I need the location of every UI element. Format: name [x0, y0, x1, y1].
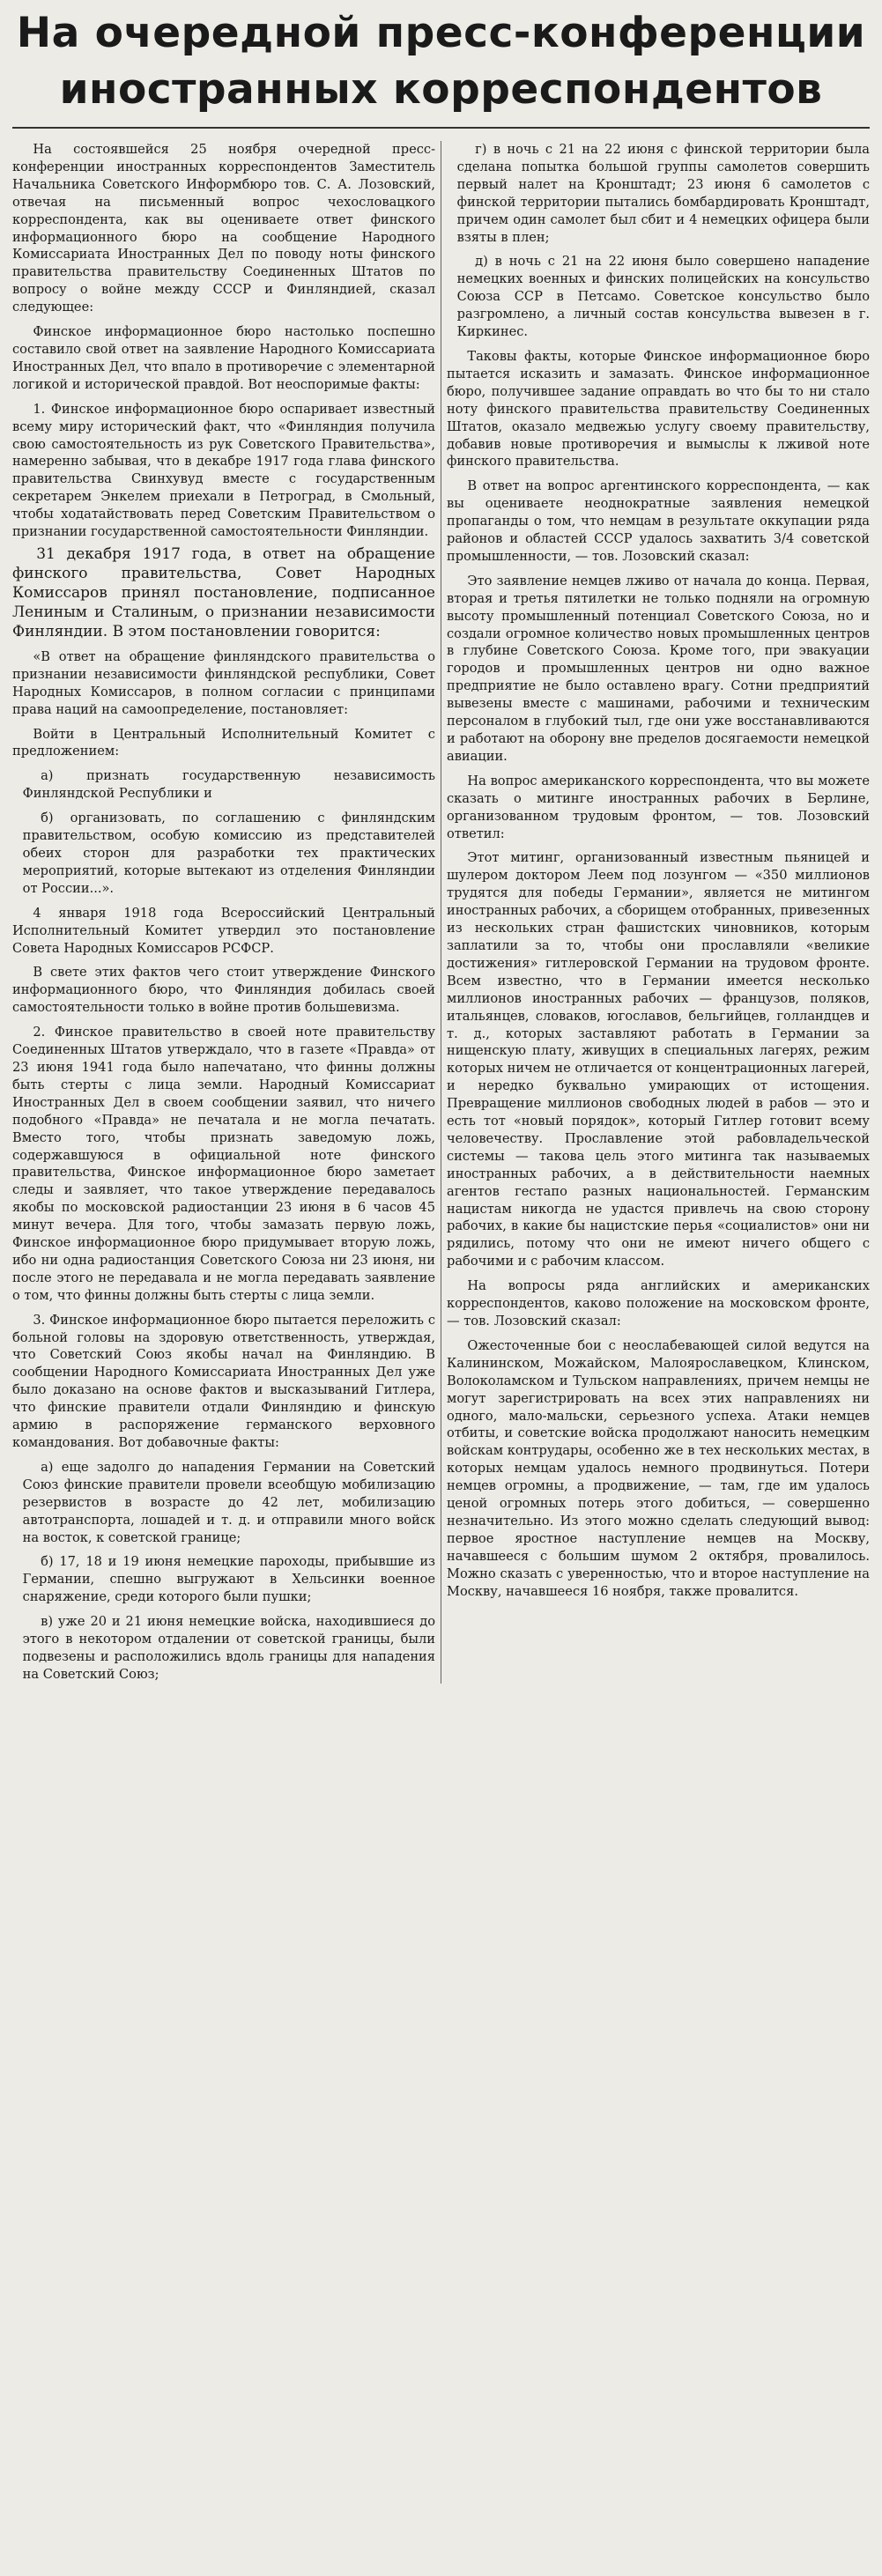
article-headline — [12, 5, 870, 129]
quote-list-item: б) организовать, по соглашению с финляндским правительством, особую комиссию из представителей обеих сторон для разработки тех практических мероприятий, которые вытекают из отделения Финляндии от России...». — [22, 811, 435, 896]
headline-line-2: иностранных корреспондентов — [59, 65, 823, 114]
paragraph: 4 января 1918 года Всероссийский Центральный Исполнительный Комитет утвердил это постановление Совета Народных Комиссаров РСФСР. — [12, 905, 435, 956]
paragraph: Финское информационное бюро настолько поспешно составило свой ответ на заявление Народного Комиссариата Иностранных Дел, что впало в противоречие с элементарной логикой и исторической правдой. Вот неоспоримые факты: — [12, 324, 435, 392]
list-item: б) 17, 18 и 19 июня немецкие пароходы, прибывшие из Германии, спешно выгружают в Хельсинки военное снаряжение, среди которого были пушки; — [22, 1554, 435, 1605]
quote-list-item: а) признать государственную независимость Финляндской Республики и — [22, 768, 435, 802]
quote-paragraph: Войти в Центральный Исполнительный Комитет с предложением: — [12, 726, 435, 759]
paragraph: На вопрос американского корреспондента, что вы можете сказать о митинге иностранных рабочих в Берлине, организованном трудовым фронтом, — тов. Лозовский ответил: — [447, 773, 870, 841]
paragraph: 2. Финское правительство в своей ноте правительству Соединенных Штатов утверждало, что в газете «Правда» от 23 июня 1941 года было напечатано, что финны должны быть стерты с лица земли. Народный Комиссариат Иностранных Дел в своем сообщении заявил, что ничего подобного «Правда» не печатала и не могла печатать. Вместо того, чтобы признать заведомую ложь, содержавшуюся в официальной ноте финского правительства, Финское информационное бюро заметает следы и заявляет, что такое утверждение передавалось якобы по московской радиостанции 23 июня в 6 часов 45 минут вечера. Для того, чтобы замазать первую ложь, Финское информационное бюро придумывает вторую ложь, ибо ни одна радиостанция Советского Союза ни 23 июня, ни после этого не передавала и не могла передавать заявление о том, что финны должны быть стерты с лица земли. — [12, 1025, 435, 1303]
list-item: а) еще задолго до нападения Германии на Советский Союз финские правители провели всеобщую мобилизацию резервистов в возрасте до 42 лет, мобилизацию автотранспорта, лошадей и т. д. и отправили много войск на восток, к советской границе; — [22, 1459, 435, 1545]
paragraph: 1. Финское информационное бюро оспаривает известный всему миру исторический факт, что «Финляндия получила свою самостоятельность из рук Советского Правительства», намеренно забывая, что в декабре 1917 года глава финского правительства Свинхувуд вместе с государственным секретарем Энкелем приехали в Петроград, в Смольный, чтобы ходатайствовать перед Советским Правительством о признании государственной самостоятельности Финляндии. — [12, 401, 435, 540]
paragraph: 3. Финское информационное бюро пытается переложить с больной головы на здоровую ответственность, утверждая, что Советский Союз якобы начал на Финляндию. В сообщении Народного Комиссариата Иностранных Дел уже было доказано на основе фактов и высказываний Гитлера, что финские правители отдали Финляндию и финскую армию в распоряжение германского верховного командования. Вот добавочные факты: — [12, 1312, 435, 1450]
list-item: в) уже 20 и 21 июня немецкие войска, находившиеся до этого в некотором отдалении от советской границы, были подвезены и расположились вдоль границы для нападения на Советский Союз; — [22, 1614, 435, 1682]
left-column — [12, 141, 435, 1684]
paragraph: В свете этих фактов чего стоит утверждение Финского информационного бюро, что Финляндия добилась своей самостоятельности только в войне против большевизма. — [12, 965, 435, 1016]
paragraph: Это заявление немцев лживо от начала до конца. Первая, вторая и третья пятилетки не только подняли на огромную высоту промышленный потенциал Советского Союза, но и создали огромное количество новых промышленных центров в глубине Советского Союза. Кроме того, при эвакуации городов и промышленных центров ни одно важное предприятие не было оставлено врагу. Сотни предприятий вывезены вместе с машинами, рабочими и техническим персоналом в глубокий тыл, где они уже восстанавливаются и работают на оборону вне пределов досягаемости немецкой авиации. — [447, 573, 870, 764]
paragraph: В ответ на вопрос аргентинского корреспондента, — как вы оцениваете неоднократные заявления немецкой пропаганды о том, что немцам в результате оккупации ряда районов и областей СССР удалось захватить 3/4 советской промышленности, — тов. Лозовский сказал: — [447, 478, 870, 564]
quote-paragraph: «В ответ на обращение финляндского правительства о признании независимости финляндской республики, Совет Народных Комиссаров, в полном согласии с принципами права наций на самоопределение, постановляет: — [12, 648, 435, 717]
paragraph: На вопросы ряда английских и американских корреспондентов, каково положение на московском фронте, — тов. Лозовский сказал: — [447, 1278, 870, 1329]
paragraph: Таковы факты, которые Финское информационное бюро пытается исказить и замазать. Финское информационное бюро, получившее задание оправдать во что бы то ни стало ноту финского правительства правительству Соединенных Штатов, оказало медвежью услугу своему правительству, добавив новые противоречия и вымыслы к лживой ноте финского правительства. — [447, 348, 870, 470]
paragraph: Ожесточенные бои с неослабевающей силой ведутся на Калининском, Можайском, Малоярославецком, Клинском, Волоколамском и Тульском направлениях, причем немцы не могут зарегистрировать на всех этих направлениях ни одного, мало-мальски, серьезного успеха. Атаки немцев отбиты, и советские войска продолжают наносить немецким войскам контрудары, особенно же в тех нескольких местах, в которых немцам удалось немного продвинуться. Потери немцев огромны, а продвижение, — там, где им удалось ценой огромных потерь этого добиться, — совершенно незначительно. Из этого можно сделать следующий вывод: первое яростное наступление немцев на Москву, начавшееся с большим шумом 2 октября, провалилось. Можно сказать с уверенностью, что и второе наступление на Москву, начавшееся 16 ноября, также провалится. — [447, 1337, 870, 1599]
paragraph: На состоявшейся 25 ноября очередной пресс-конференции иностранных корреспондентов Заместитель Начальника Советского Информбюро тов. С. А. Лозовский, отвечая на письменный вопрос чехословацкого корреспондента, как вы оцениваете ответ финского информационного бюро на сообщение Народного Комиссариата Иностранных Дел по поводу ноты финского правительства правительству Соединенных Штатов по вопросу о войне между СССР и Финляндией, сказал следующее: — [12, 142, 435, 315]
right-column — [447, 141, 870, 1684]
list-item: г) в ночь с 21 на 22 июня с финской территории была сделана попытка большой группы самолетов совершить первый налет на Кронштадт; 23 июня 6 самолетов с финской территории пытались бомбардировать Кронштадт, причем один самолет был сбит и 4 немецких офицера были взяты в плен; — [456, 142, 870, 245]
article-body — [12, 141, 870, 1684]
headline-line-1: На очередной пресс-конференции — [16, 9, 866, 57]
paragraph: 31 декабря 1917 года, в ответ на обращение финского правительства, Совет Народных Комиссаров принял постановление, подписанное Лениным и Сталиным, о признании независимости Финляндии. В этом постановлении говорится: — [12, 544, 435, 640]
list-item: д) в ночь с 21 на 22 июня было совершено нападение немецких военных и финских полицейских на консульство Союза ССР в Петсамо. Советское консульство было разгромлено, а личный состав консульства вывезен в г. Киркинес. — [456, 254, 870, 340]
paragraph: Этот митинг, организованный известным пьяницей и шулером доктором Леем под лозунгом — «350 миллионов трудятся для победы Германии», является не митингом иностранных рабочих, а сборищем отобранных, привезенных из нескольких стран фашистских чиновников, которым заплатили за то, чтобы они прославляли «великие достижения» гитлеровской Германии на трудовом фронте. Всем известно, что в Германии имеется несколько миллионов иностранных рабочих — французов, поляков, итальянцев, словаков, югославов, бельгийцев, голландцев и т. д., которых заставляют работать в Германии за нищенскую плату, живущих в специальных лагерях, режим которых ничем не отличается от концентрационных лагерей, и нередко буквально умирающих от истощения. Превращение миллионов свободных людей в рабов — это и есть тот «новый порядок», который Гитлер готовит всему человечеству. Прославление этой рабовладельческой системы — такова цель этого митинга так называемых иностранных рабочих, а в действительности наемных агентов гестапо разных национальностей. Германским нацистам никогда не удастся привлечь на свою сторону рабочих, в какие бы нацистские перья «социалистов» они ни рядились, потому что они не имеют ничего общего с рабочими и с рабочим классом. — [447, 850, 870, 1269]
